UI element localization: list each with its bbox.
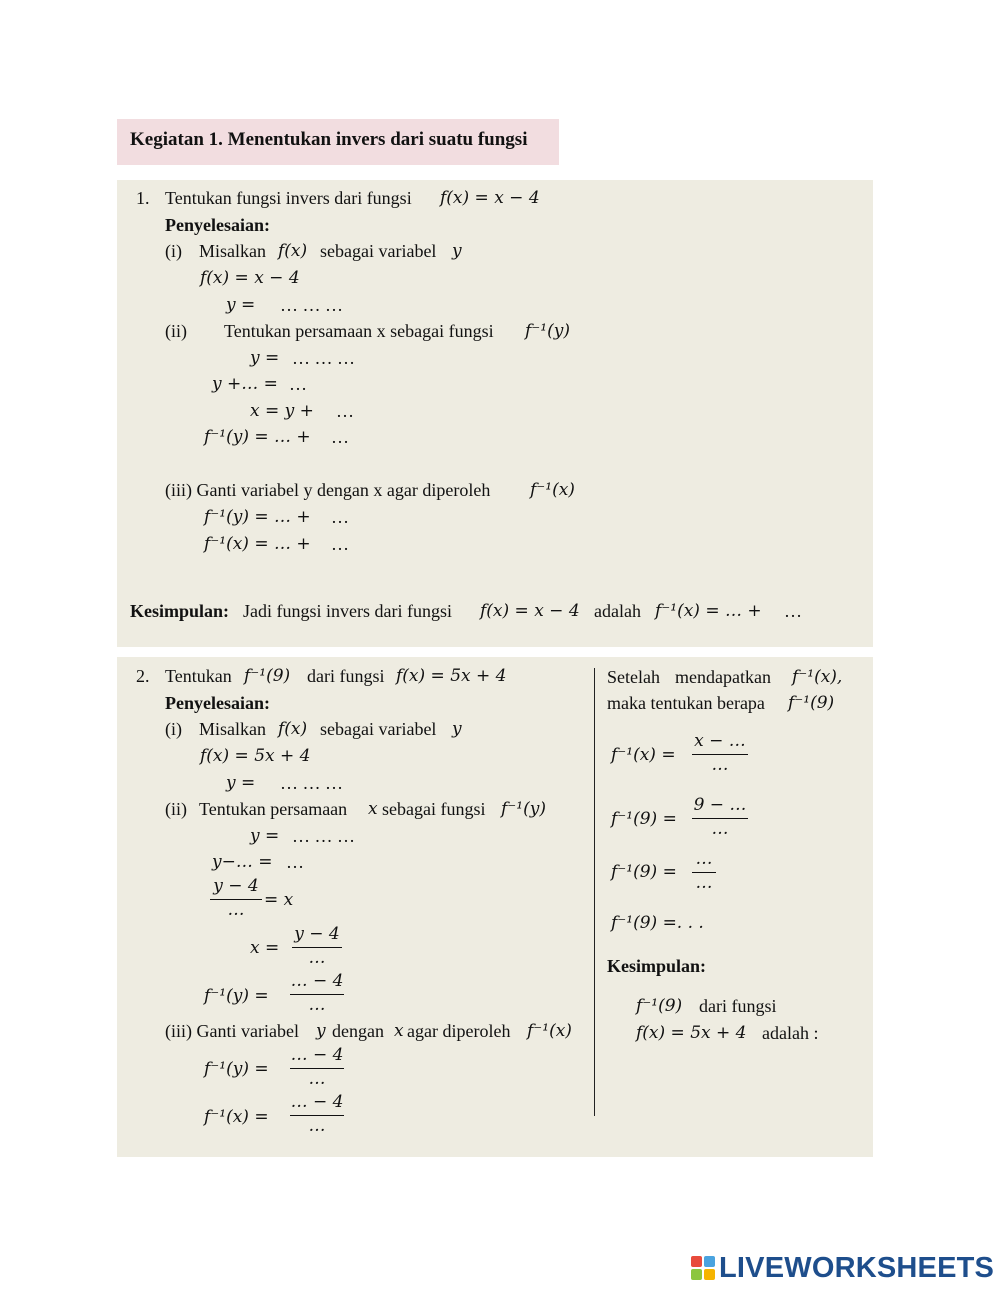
p2-step-1-fx: f(x) bbox=[278, 719, 308, 739]
p2-step-1-var: y bbox=[452, 719, 462, 739]
step-3-text: (iii) Ganti variabel y dengan x agar diperoleh bbox=[165, 480, 491, 500]
p2-step-2-eq5-denominator[interactable]: … bbox=[308, 995, 326, 1015]
p2-step-2-eq2-blank[interactable]: … bbox=[286, 852, 304, 872]
p2-step-3-eq2-lhs: f⁻¹(x) = bbox=[204, 1107, 269, 1127]
step-2-eq2-blank[interactable]: … bbox=[289, 374, 307, 394]
side-text-2: maka tentukan berapa bbox=[607, 693, 765, 713]
p2-step-2-var: x bbox=[368, 799, 378, 819]
activity-title-box bbox=[117, 119, 559, 165]
p2-step-2-eq5-fraction bbox=[290, 970, 344, 1018]
step-1-eq1: f(x) = x − 4 bbox=[200, 268, 300, 288]
step-3-func: f⁻¹(x) bbox=[530, 480, 575, 500]
logo-cubes-icon bbox=[691, 1256, 715, 1280]
step-2-func: f⁻¹(y) bbox=[525, 321, 570, 341]
step-2-eq3-blank[interactable]: … bbox=[336, 401, 354, 421]
step-1-var: y bbox=[452, 241, 462, 261]
p2-step-3-var-y: y bbox=[316, 1021, 326, 1041]
step-3-eq1-blank[interactable]: … bbox=[331, 507, 349, 527]
side-eq1-numerator[interactable]: x − … bbox=[694, 731, 746, 751]
conclusion-function: f(x) = x − 4 bbox=[480, 601, 580, 621]
problem-1-number: 1. bbox=[136, 188, 150, 208]
side-eq2-fraction bbox=[692, 794, 748, 842]
p2-step-3-var-x: x bbox=[394, 1021, 404, 1041]
problem-2-inverse: f⁻¹(9) bbox=[244, 666, 291, 686]
p2-step-2-eq5-numerator[interactable]: … − 4 bbox=[290, 971, 344, 991]
p2-step-3-eq2-denominator[interactable]: … bbox=[308, 1116, 326, 1136]
p2-step-1-label: (i) bbox=[165, 719, 182, 739]
step-2-eq4-blank[interactable]: … bbox=[331, 427, 349, 447]
conclusion-mid: adalah bbox=[594, 601, 641, 621]
side-eq1-lhs: f⁻¹(x) = bbox=[611, 745, 676, 765]
p2-step-2-eq5-lhs: f⁻¹(y) = bbox=[204, 986, 269, 1006]
step-2-eq4-lhs: f⁻¹(y) = … + bbox=[204, 427, 311, 447]
problem-2-question-a: Tentukan bbox=[165, 666, 232, 686]
p2-step-2-eq4-numerator: y − 4 bbox=[294, 924, 340, 944]
p2-step-3-eq1-denominator[interactable]: … bbox=[308, 1069, 326, 1089]
conclusion-text: Jadi fungsi invers dari fungsi bbox=[243, 601, 452, 621]
p2-step-1-eq1: f(x) = 5x + 4 bbox=[200, 746, 311, 766]
p2-step-3-text-b: dengan bbox=[332, 1021, 384, 1041]
conclusion-label: Kesimpulan: bbox=[130, 601, 230, 621]
problem-1-question: Tentukan fungsi invers dari fungsi bbox=[165, 188, 412, 208]
side-eq2-denominator[interactable]: … bbox=[711, 819, 729, 839]
logo-text: LIVEWORKSHEETS bbox=[719, 1251, 995, 1284]
p2-step-2-text-b: sebagai fungsi bbox=[382, 799, 486, 819]
step-3-eq1-lhs: f⁻¹(y) = … + bbox=[204, 507, 311, 527]
p2-step-2-eq3-numerator: y − 4 bbox=[213, 876, 259, 896]
p2-step-3-eq2-fraction bbox=[290, 1091, 344, 1139]
step-3-eq2-lhs: f⁻¹(x) = … + bbox=[204, 534, 311, 554]
p2-step-3-text-a: (iii) Ganti variabel bbox=[165, 1021, 299, 1041]
p2-step-2-eq4-denominator[interactable]: … bbox=[308, 948, 326, 968]
step-1-eq2-lhs: y = bbox=[226, 295, 256, 315]
side-eq4[interactable]: f⁻¹(9) =. . . bbox=[611, 913, 704, 933]
conclusion-eq: f⁻¹(x) = … + bbox=[655, 601, 762, 621]
side-eq3-lhs: f⁻¹(9) = bbox=[611, 862, 677, 882]
p2-step-3-eq1-numerator[interactable]: … − 4 bbox=[290, 1045, 344, 1065]
step-2-eq2-lhs: y +… = bbox=[212, 374, 278, 394]
step-1-fx: f(x) bbox=[278, 241, 308, 261]
side-text-1b: mendapatkan bbox=[675, 667, 771, 687]
side-conclusion-label: Kesimpulan: bbox=[607, 956, 707, 976]
side-conclusion-text2[interactable]: adalah : bbox=[762, 1023, 819, 1043]
side-eq3-numerator[interactable]: … bbox=[695, 849, 713, 869]
p2-step-2-eq1-lhs: y = bbox=[250, 826, 280, 846]
p2-step-1-eq2-lhs: y = bbox=[226, 773, 256, 793]
step-1-text-b: sebagai variabel bbox=[320, 241, 437, 261]
problem-1-solution-label: Penyelesaian: bbox=[165, 215, 270, 235]
side-eq1-denominator[interactable]: … bbox=[711, 755, 729, 775]
step-3-eq2-blank[interactable]: … bbox=[331, 534, 349, 554]
liveworksheets-logo bbox=[691, 1253, 994, 1283]
side-eq1-fraction bbox=[692, 730, 748, 778]
p2-step-3-eq2-numerator[interactable]: … − 4 bbox=[290, 1092, 344, 1112]
step-1-eq2-blank[interactable]: … … … bbox=[280, 295, 343, 315]
step-1-label: (i) bbox=[165, 241, 182, 261]
step-2-eq1-blank[interactable]: … … … bbox=[292, 348, 355, 368]
side-conclusion-func2: f(x) = 5x + 4 bbox=[636, 1023, 747, 1043]
p2-step-2-text-a: Tentukan persamaan bbox=[199, 799, 348, 819]
problem-2-number: 2. bbox=[136, 666, 150, 686]
side-conclusion-text1: dari fungsi bbox=[699, 996, 777, 1016]
p2-step-2-eq3-rhs: = x bbox=[264, 890, 294, 910]
problem-2-question-b: dari fungsi bbox=[307, 666, 385, 686]
side-eq3-fraction bbox=[692, 848, 716, 896]
activity-title: Kegiatan 1. Menentukan invers dari suatu fungsi bbox=[130, 129, 528, 150]
p2-step-2-eq2-lhs: y−… = bbox=[212, 852, 273, 872]
step-2-eq3-lhs: x = y + bbox=[250, 401, 314, 421]
p2-step-2-eq1-blank[interactable]: … … … bbox=[292, 826, 355, 846]
step-2-text: Tentukan persamaan x sebagai fungsi bbox=[224, 321, 494, 341]
p2-step-1-text-b: sebagai variabel bbox=[320, 719, 437, 739]
step-1-text-a: Misalkan bbox=[199, 241, 266, 261]
p2-step-1-eq2-blank[interactable]: … … … bbox=[280, 773, 343, 793]
p2-step-3-eq1-lhs: f⁻¹(y) = bbox=[204, 1059, 269, 1079]
p2-step-3-text-c: agar diperoleh bbox=[407, 1021, 511, 1041]
side-text-1a: Setelah bbox=[607, 667, 660, 687]
side-eq3-denominator[interactable]: … bbox=[695, 873, 713, 893]
p2-step-2-eq4-lhs: x = bbox=[250, 938, 280, 958]
side-conclusion-func1: f⁻¹(9) bbox=[636, 996, 683, 1016]
p2-step-2-eq3-fraction bbox=[210, 875, 262, 923]
side-text-2-func: f⁻¹(9) bbox=[788, 693, 835, 713]
p2-step-2-label: (ii) bbox=[165, 799, 187, 819]
step-2-label: (ii) bbox=[165, 321, 187, 341]
conclusion-blank[interactable]: … bbox=[784, 601, 802, 621]
problem-2-solution-label: Penyelesaian: bbox=[165, 693, 270, 713]
problem-2-function: f(x) = 5x + 4 bbox=[396, 666, 507, 686]
p2-step-2-func: f⁻¹(y) bbox=[501, 799, 546, 819]
side-eq2-numerator[interactable]: 9 − … bbox=[693, 795, 747, 815]
p2-step-3-func: f⁻¹(x) bbox=[527, 1021, 572, 1041]
side-eq2-lhs: f⁻¹(9) = bbox=[611, 809, 677, 829]
step-2-eq1-lhs: y = bbox=[250, 348, 280, 368]
column-divider bbox=[594, 668, 595, 1116]
problem-1-function: f(x) = x − 4 bbox=[440, 188, 540, 208]
p2-step-2-eq4-fraction bbox=[292, 923, 342, 971]
side-text-1-func: f⁻¹(x), bbox=[792, 667, 843, 687]
p2-step-2-eq3-denominator[interactable]: … bbox=[227, 900, 245, 920]
p2-step-1-text-a: Misalkan bbox=[199, 719, 266, 739]
p2-step-3-eq1-fraction bbox=[290, 1044, 344, 1092]
